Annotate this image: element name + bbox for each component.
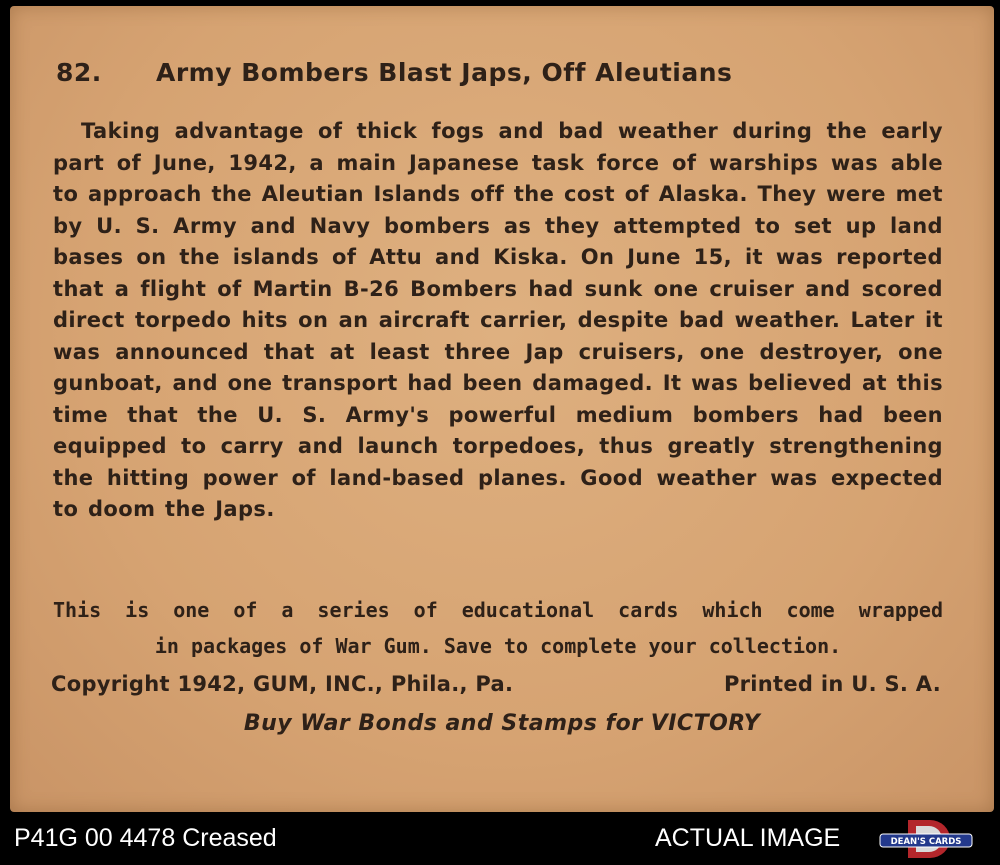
listing-caption: P41G 00 4478 Creased [14,824,277,852]
promo-line-1: This is one of a series of educational cards which come wrapped [53,598,943,622]
victory-slogan: Buy War Bonds and Stamps for VICTORY [243,711,761,736]
trading-card-back [10,6,994,812]
promo-line-2: in packages of War Gum. Save to complete your collection. [154,634,842,658]
promo-text [53,592,943,664]
printed-in-text: Printed in U. S. A. [723,672,941,696]
card-body-text [53,116,943,526]
deans-cards-logo [878,818,974,860]
card-number: 82. [56,58,102,87]
card-title: Army Bombers Blast Japs, Off Aleutians [156,58,733,87]
card-title-row [56,58,956,87]
actual-image-label: ACTUAL IMAGE [655,824,841,852]
logo-text: DEAN'S CARDS [890,837,962,847]
copyright-row [51,672,941,696]
card-body-content: Taking advantage of thick fogs and bad weather during the early part of June, 1942, a main Japanese task force of warships was able to approach the Aleutian Islands off the cost of Alaska. They were met by U. S. Army and Navy bombers as they attempted to set up land bases on the islands of Attu and Kiska. On June 15, it was reported that a flight of Martin B-26 Bombers had sunk one cruiser and scored direct torpedo hits on an aircraft carrier, despite bad weather. Later it was announced that at least three Jap cruisers, one destroyer, one gunboat, and one transport had been damaged. It was believed at this time that the U. S. Army's powerful medium bombers had been equipped to carry and launch torpedoes, thus greatly strengthening the hitting power of land-based planes. Good weather was expected to doom the Japs. [53,119,943,521]
copyright-text: Copyright 1942, GUM, INC., Phila., Pa. [51,672,514,696]
